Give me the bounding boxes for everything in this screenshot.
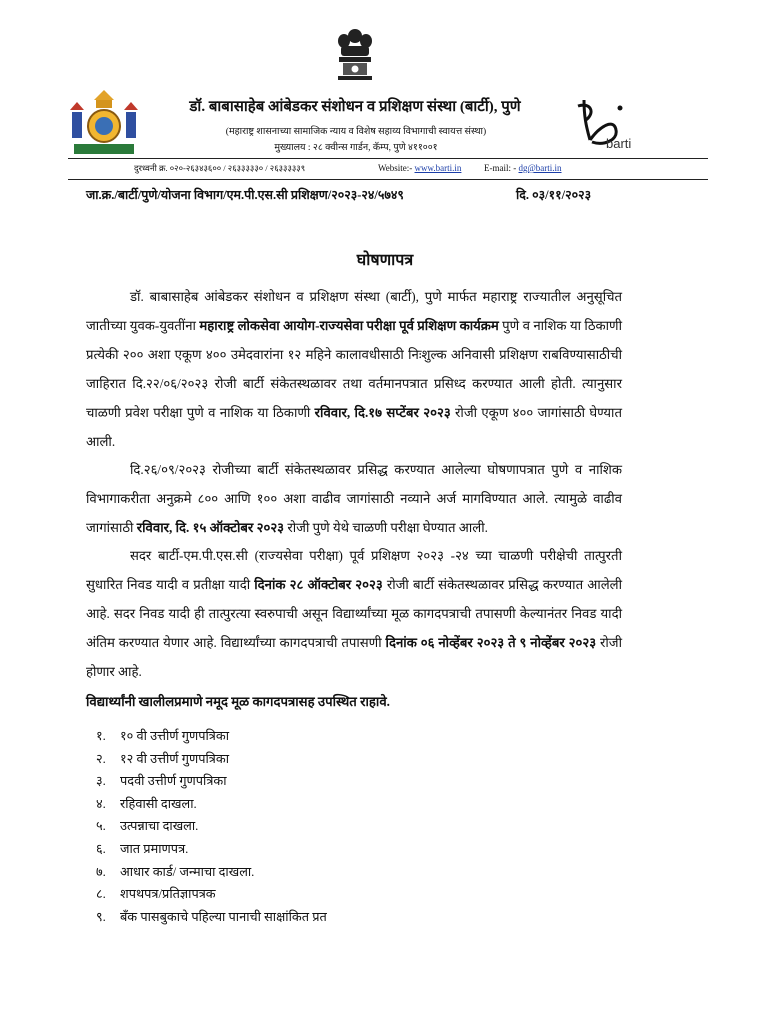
phone-numbers: दुरध्वनी क्र. ०२०-२६३४३६०० / २६३३३३३० / २६३३३३३९	[134, 163, 306, 173]
website-link[interactable]: www.barti.in	[414, 163, 462, 173]
website-line	[378, 163, 461, 173]
paragraph-2: दि.२६/०९/२०२३ रोजीच्या बार्टी संकेतस्थळावर प्रसिद्ध करण्यात आलेल्या घोषणापत्रात पुणे व नाशिक विभागाकरीता अनुक्रमे ८०० आणि १०० अशा वाढीव जागांसाठी नव्याने अर्ज मागविण्यात आले. त्यामुळे वाढीव जागांसाठी रविवार, दि. १५ ऑक्टोबर २०२३ रोजी पुणे येथे चाळणी परीक्षा घेण्यात आली.	[86, 462, 622, 535]
org-subtitle: (महाराष्ट्र शासनाच्या सामाजिक न्याय व विशेष सहाय्य विभागाची स्वायत्त संस्था)	[225, 127, 487, 137]
reference-number: जा.क्र./बार्टी/पुणे/योजना विभाग/एम.पी.एस.सी प्रशिक्षण/२०२३-२४/५७४९	[86, 188, 404, 202]
list-item: ८. शपथपत्र/प्रतिज्ञापत्रक	[96, 887, 216, 902]
org-name: डॉ. बाबासाहेब आंबेडकर संशोधन व प्रशिक्षण संस्था (बार्टी), पुणे	[189, 99, 521, 115]
list-item: २. १२ वी उत्तीर्ण गुणपत्रिका	[96, 751, 230, 766]
org-address: मुख्यालय : २८ क्वीन्स गार्डन, कॅम्प, पुणे ४११००१	[274, 143, 438, 153]
email-link[interactable]: dg@barti.in	[518, 163, 562, 173]
barti-crest-logo	[68, 88, 140, 158]
list-item: ७. आधार कार्ड/ जन्माचा दाखला.	[96, 864, 255, 879]
header-rule-bottom	[68, 179, 708, 180]
list-item: ३. पदवी उत्तीर्ण गुणपत्रिका	[96, 774, 227, 789]
email-label: E-mail: -	[484, 163, 517, 173]
header-rule-top	[68, 158, 708, 159]
website-label: Website:-	[378, 163, 413, 173]
list-item: ९. बँक पासबुकाचे पहिल्या पानाची साक्षांकित प्रत	[96, 909, 327, 924]
documents-instruction: विद्यार्थ्यांनी खालीलप्रमाणे नमूद मूळ कागदपत्रासह उपस्थित राहावे.	[86, 694, 390, 709]
list-item: ५. उत्पन्नाचा दाखला.	[96, 819, 199, 834]
list-item: १. १० वी उत्तीर्ण गुणपत्रिका	[96, 729, 230, 743]
document-title: घोषणापत्र	[356, 252, 414, 269]
paragraph-1: डॉ. बाबासाहेब आंबेडकर संशोधन व प्रशिक्षण संस्था (बार्टी), पुणे मार्फत महाराष्ट्र राज्यातील अनुसूचित जातीच्या युवक-युवतींना महाराष्ट्र लोकसेवा आयोग-राज्यसेवा परीक्षा पूर्व प्रशिक्षण कार्यक्रम पुणे व नाशिक या ठिकाणी प्रत्येकी २०० अशा एकूण ४०० उमेदवारांना १२ महिने कालावधीसाठी निःशुल्क अनिवासी प्रशिक्षण राबविण्यासाठीची जाहिरात दि.२२/०६/२०२३ रोजी बार्टी संकेतस्थळावर तथा वर्तमानपत्रात प्रसिध्द करण्यात आली होती. त्यानुसार चाळणी प्रवेश परीक्षा पुणे व नाशिक या ठिकाणी रविवार, दि.१७ सप्टेंबर २०२३ रोजी एकूण ४०० जागांसाठी घेण्यात आली.	[86, 289, 622, 449]
list-item: ४. रहिवासी दाखला.	[96, 796, 197, 811]
reference-date: दि. ०३/११/२०२३	[516, 188, 592, 202]
email-line	[484, 163, 562, 173]
barti-logo-text: barti	[606, 136, 632, 151]
national-emblem-icon	[334, 26, 376, 86]
paragraph-3: सदर बार्टी-एम.पी.एस.सी (राज्यसेवा परीक्षा) पूर्व प्रशिक्षण २०२३ -२४ च्या चाळणी परीक्षेची तात्पुरती सुधारित निवड यादी व प्रतीक्षा यादी दिनांक २८ ऑक्टोबर २०२३ रोजी बार्टी संकेतस्थळावर प्रसिद्ध करण्यात आलेली आहे. सदर निवड यादी ही तात्पुरत्या स्वरुपाची असून विद्यार्थ्यांच्या मूळ कागदपत्राची तपासणी केल्यानंतर निवड यादी अंतिम करण्यात येणार आहे. विद्यार्थ्यांच्या कागदपत्राची तपासणी दिनांक ०६ नोव्हेंबर २०२३ ते ९ नोव्हेंबर २०२३ रोजी होणार आहे.	[86, 548, 623, 679]
documents-list	[96, 726, 327, 929]
list-item: ६. जात प्रमाणपत्र.	[96, 841, 189, 856]
